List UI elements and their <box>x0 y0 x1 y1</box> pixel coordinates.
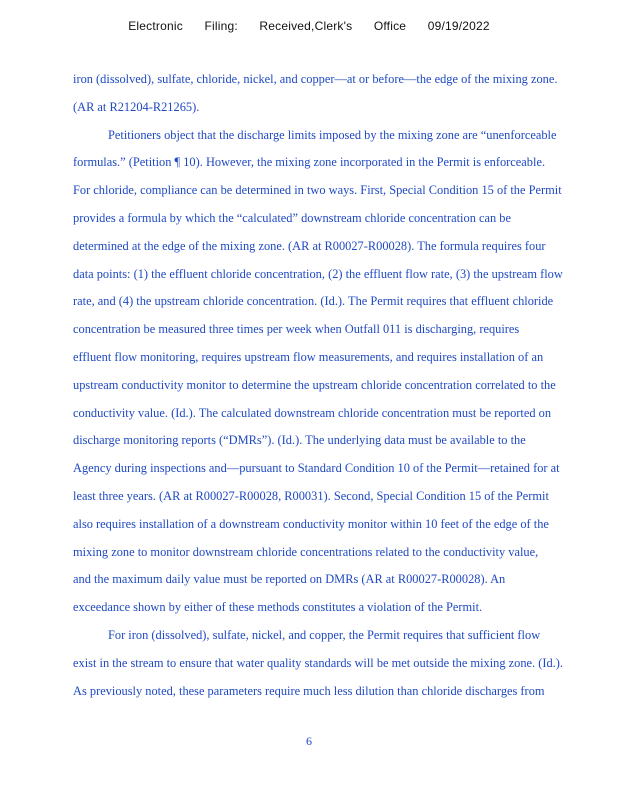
document-body <box>73 66 593 705</box>
text-line-9: rate, and (4) the upstream chloride concentration. (Id.). The Permit requires that effluent chloride <box>73 294 554 309</box>
text-line-15: Agency during inspections and—pursuant to Standard Condition 10 of the Permit—retained for at <box>73 461 560 476</box>
text-line-14: discharge monitoring reports (“DMRs”). (Id.). The underlying data must be available to the <box>73 433 526 448</box>
text-line-3: Petitioners object that the discharge limits imposed by the mixing zone are “unenforceable <box>108 127 557 142</box>
header-electronic: Electronic <box>128 19 183 33</box>
text-line-11: effluent flow monitoring, requires upstream flow measurements, and requires installation of an <box>73 349 544 364</box>
header-office: Office <box>373 19 407 33</box>
text-line-12: upstream conductivity monitor to determine the upstream chloride concentration correlated to the <box>73 377 556 392</box>
text-line-23: As previously noted, these parameters require much less dilution than chloride discharges from <box>73 683 545 698</box>
text-line-16: least three years. (AR at R00027-R00028, R00031). Second, Special Condition 15 of the Permit <box>73 488 549 503</box>
header-filing: Filing: <box>204 19 238 33</box>
text-line-6: provides a formula by which the “calculated” downstream chloride concentration can be <box>73 210 511 225</box>
text-line-4: formulas.” (Petition ¶ 10). However, the mixing zone incorporated in the Permit is enforceable. <box>73 155 546 170</box>
text-line-7: determined at the edge of the mixing zone. (AR at R00027-R00028). The formula requires four <box>73 238 546 253</box>
text-line-20: exceedance shown by either of these methods constitutes a violation of the Permit. <box>73 600 483 615</box>
header-received: Received,Clerk's <box>259 19 353 33</box>
text-line-21: For iron (dissolved), sulfate, nickel, and copper, the Permit requires that sufficient flow <box>108 627 541 642</box>
text-line-13: conductivity value. (Id.). The calculated downstream chloride concentration must be reported on <box>73 405 552 420</box>
text-line-19: and the maximum daily value must be reported on DMRs (AR at R00027-R00028). An <box>73 572 506 587</box>
text-line-1: iron (dissolved), sulfate, chloride, nickel, and copper—at or before—the edge of the mixing zone. <box>73 72 558 86</box>
text-line-8: data points: (1) the effluent chloride concentration, (2) the effluent flow rate, (3) the upstream flow <box>73 266 563 281</box>
header-date: 09/19/2022 <box>427 19 490 33</box>
text-line-2: (AR at R21204-R21265). <box>73 99 200 114</box>
text-line-5: For chloride, compliance can be determined in two ways. First, Special Condition 15 of the Permit <box>73 183 562 198</box>
page-number: 6 <box>306 734 312 748</box>
text-line-17: also requires installation of a downstream conductivity monitor within 10 feet of the edge of the <box>73 516 549 531</box>
text-line-10: concentration be measured three times per week when Outfall 011 is discharging, requires <box>73 322 520 337</box>
text-line-18: mixing zone to monitor downstream chloride concentrations related to the conductivity value, <box>73 544 539 559</box>
filing-header <box>0 19 618 33</box>
text-line-22: exist in the stream to ensure that water quality standards will be met outside the mixing zone. (Id.). <box>73 655 563 670</box>
